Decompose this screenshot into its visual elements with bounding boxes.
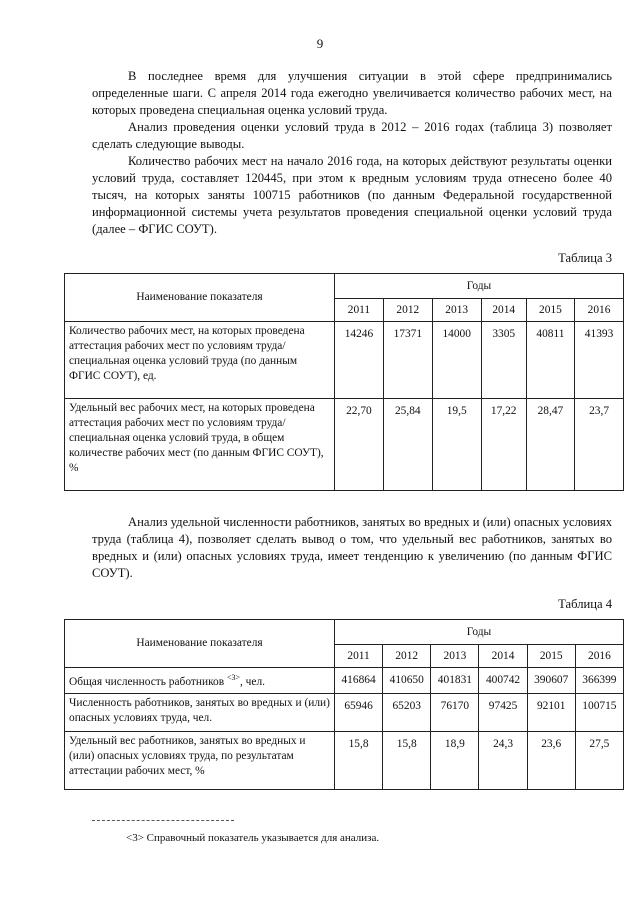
paragraph-4: Анализ удельной численности работников, занятых во вредных и (или) опасных условиях труда (таблица 4), позволяет сделать вывод о том, что удельный вес работников, занятых во вредных и (или) опасных условиях труда, имеет тенденцию к увеличению (по данным ФГИС СОУТ).: [92, 515, 612, 580]
page-number: 9: [316, 36, 324, 51]
table3-cell: 17,22: [481, 399, 526, 491]
table4-row-label: Численность работников, занятых во вредных и (или) опасных условиях труда, чел.: [65, 694, 335, 732]
table3-caption: Таблица 3: [558, 251, 612, 265]
table3-cell: 40811: [526, 322, 574, 399]
table-row: [65, 322, 624, 399]
table3-cell: 41393: [575, 322, 624, 399]
table3-year: 2012: [383, 299, 432, 322]
table3-year: 2013: [432, 299, 481, 322]
table-4: [64, 619, 624, 790]
table3-cell: 28,47: [526, 399, 574, 491]
table4-cell: 401831: [431, 668, 479, 694]
table4-cell: 15,8: [383, 732, 431, 790]
table-row: [65, 694, 624, 732]
table3-cell: 25,84: [383, 399, 432, 491]
table3-name-header: Наименование показателя: [65, 274, 335, 322]
table4-cell: 18,9: [431, 732, 479, 790]
table4-years-header: Годы: [335, 620, 624, 645]
table4-cell: 100715: [575, 694, 623, 732]
paragraph-3: Количество рабочих мест на начало 2016 года, на которых действуют результаты оценки условий труда, составляет 120445, при этом к вредным условиям труда отнесено более 40 тысяч, на которых заняты 100715 работников (по данным Федеральной государственной информационной системы учета результатов проведения специальной оценки условий труда (далее – ФГИС СОУТ).: [92, 154, 612, 236]
table3-year: 2011: [335, 299, 384, 322]
footnote: <3> Справочный показатель указывается для анализа.: [126, 832, 380, 844]
table4-name-header: Наименование показателя: [65, 620, 335, 668]
table4-caption: Таблица 4: [558, 597, 612, 611]
table4-cell: 23,6: [527, 732, 575, 790]
table4-year: 2012: [383, 645, 431, 668]
table3-cell: 19,5: [432, 399, 481, 491]
paragraph-2: Анализ проведения оценки условий труда в 2012 – 2016 годах (таблица 3) позволяет сделать следующие выводы.: [92, 120, 612, 151]
table4-cell: 76170: [431, 694, 479, 732]
table4-cell: 65203: [383, 694, 431, 732]
table3-row-label: Количество рабочих мест, на которых проведена аттестация рабочих мест по условиям труда/специальная оценка условий труда (по данным ФГИС СОУТ), ед.: [65, 322, 335, 399]
table4-year: 2016: [575, 645, 623, 668]
table3-cell: 22,70: [335, 399, 384, 491]
paragraph-1: В последнее время для улучшения ситуации в этой сфере предпринимались определенные шаги. С апреля 2014 года ежегодно увеличивается количество рабочих мест, на которых проведена специальная оценка условий труда.: [92, 69, 612, 117]
table3-cell: 17371: [383, 322, 432, 399]
table4-cell: 410650: [383, 668, 431, 694]
table3-cell: 14000: [432, 322, 481, 399]
table4-cell: 65946: [335, 694, 383, 732]
table3-cell: 14246: [335, 322, 384, 399]
table4-cell: 416864: [335, 668, 383, 694]
row-label-text: Общая численность работников: [69, 675, 227, 688]
footnote-separator: [92, 820, 234, 821]
footnote-ref: <3>: [226, 673, 240, 682]
table4-cell: 366399: [575, 668, 623, 694]
table-row: [65, 732, 624, 790]
table4-cell: 400742: [479, 668, 527, 694]
table4-cell: 92101: [527, 694, 575, 732]
table3-cell: 3305: [481, 322, 526, 399]
table-3: [64, 273, 624, 491]
table3-row-label: Удельный вес рабочих мест, на которых проведена аттестация рабочих мест по условиям труда/специальная оценка условий труда, в общем количестве рабочих мест (по данным ФГИС СОУТ), %: [65, 399, 335, 491]
row-label-unit: , чел.: [239, 675, 265, 688]
table4-year: 2013: [431, 645, 479, 668]
table4-row-label: [65, 668, 335, 694]
table3-year: 2016: [575, 299, 624, 322]
table3-year: 2014: [481, 299, 526, 322]
table-row: [65, 668, 624, 694]
table3-cell: 23,7: [575, 399, 624, 491]
table4-year: 2015: [527, 645, 575, 668]
table3-year: 2015: [526, 299, 574, 322]
table4-row-label: Удельный вес работников, занятых во вредных и (или) опасных условиях труда, по результатам аттестации рабочих мест, %: [65, 732, 335, 790]
table4-cell: 27,5: [575, 732, 623, 790]
table4-cell: 15,8: [335, 732, 383, 790]
table4-year: 2014: [479, 645, 527, 668]
table3-years-header: Годы: [335, 274, 624, 299]
table4-cell: 24,3: [479, 732, 527, 790]
table4-cell: 390607: [527, 668, 575, 694]
table-row: [65, 399, 624, 491]
table4-cell: 97425: [479, 694, 527, 732]
table4-year: 2011: [335, 645, 383, 668]
